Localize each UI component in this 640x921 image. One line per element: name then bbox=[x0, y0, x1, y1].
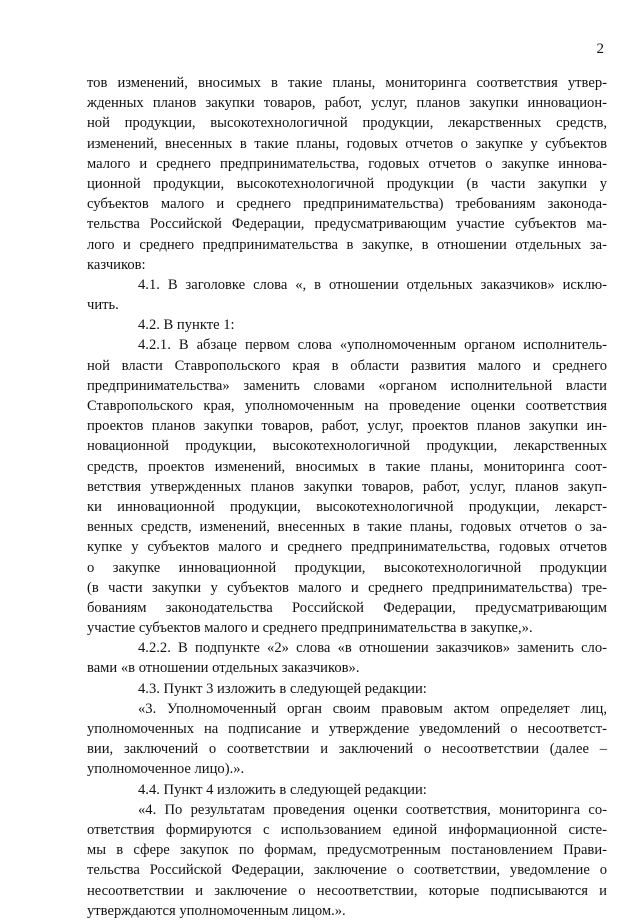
text-line: ки инновационной продукции, высокотехнологичной продукции, лекарст- bbox=[87, 498, 607, 515]
text-line: предпринимательства» заменить словами «органом исполнительной власти bbox=[87, 377, 607, 394]
text-line: 4.4. Пункт 4 изложить в следующей редакции: bbox=[138, 781, 427, 798]
text-line: 4.2.1. В абзаце первом слова «уполномоченным органом исполнитель- bbox=[138, 337, 607, 354]
text-line: тельства Российской Федерации, предусматривающим участие субъектов ма- bbox=[87, 216, 607, 233]
text-line: (в части закупки у субъектов малого и среднего предпринимательства) тре- bbox=[87, 579, 607, 596]
text-line: 4.2.2. В подпункте «2» слова «в отношении заказчиков» заменить сло- bbox=[138, 640, 607, 657]
text-line: казчиков: bbox=[87, 256, 146, 273]
text-line: купке у субъектов малого и среднего предпринимательства, годовых отчетов bbox=[87, 539, 607, 556]
text-line: ной продукции, высокотехнологичной продукции, лекарственных средств, bbox=[87, 115, 607, 132]
page-number: 2 bbox=[596, 41, 604, 57]
text-line: ционной продукции, высокотехнологичной продукции (в части закупки у bbox=[87, 175, 607, 192]
text-line: изменений, внесенных в такие планы, годовых отчетов о закупке у субъектов bbox=[87, 135, 607, 152]
text-line: 4.2. В пункте 1: bbox=[138, 317, 235, 334]
text-line: лого и среднего предпринимательства в закупке, в отношении отдельных за- bbox=[87, 236, 607, 253]
text-line: чить. bbox=[87, 297, 119, 314]
text-line: 4.3. Пункт 3 изложить в следующей редакции: bbox=[138, 680, 427, 697]
text-line: бованиям законодательства Российской Федерации, предусматривающим bbox=[87, 599, 607, 616]
text-line: участие субъектов малого и среднего предпринимательства в закупке,». bbox=[87, 620, 533, 637]
text-line: ной власти Ставропольского края в области развития малого и среднего bbox=[87, 357, 607, 374]
text-line: тов изменений, вносимых в такие планы, мониторинга соответствия утвер- bbox=[87, 75, 607, 91]
text-line: уполномоченное лицо).». bbox=[87, 761, 245, 778]
text-line: ответствия формируются с использованием единой информационной систе- bbox=[87, 821, 607, 838]
text-line: Ставропольского края, уполномоченным на проведение оценки соответствия bbox=[87, 398, 607, 414]
text-line: мы в сфере закупок по формам, предусмотренным постановлением Прави- bbox=[87, 842, 607, 859]
text-line: проектов планов закупки товаров, работ, услуг, проектов планов закупки ин- bbox=[87, 418, 607, 435]
text-line: 4.1. В заголовке слова «, в отношении отдельных заказчиков» исклю- bbox=[138, 276, 607, 293]
text-line: «4. По результатам проведения оценки соответствия, мониторинга со- bbox=[138, 801, 607, 818]
text-line: вии, заключений о соответствии и заключений о несоответствии (далее – bbox=[87, 741, 607, 758]
text-line: о закупке инновационной продукции, высокотехнологичной продукции bbox=[87, 559, 607, 576]
text-line: новационной продукции, высокотехнологичной продукции, лекарственных bbox=[87, 438, 607, 455]
text-line: «3. Уполномоченный орган своим правовым актом определяет лиц, bbox=[138, 700, 607, 717]
text-line: вами «в отношении отдельных заказчиков». bbox=[87, 660, 360, 677]
text-line: венных средств, изменений, внесенных в такие планы, годовых отчетов о за- bbox=[87, 519, 607, 536]
text-line: средств, проектов изменений, вносимых в такие планы, мониторинга соот- bbox=[87, 458, 607, 475]
text-line: уполномоченных на подписание и утверждение уведомлений о несоответст- bbox=[87, 721, 607, 737]
text-line: малого и среднего предпринимательства, годовых отчетов о закупке иннова- bbox=[87, 155, 607, 172]
text-line: тельства Российской Федерации, заключение о соответствии, уведомление о bbox=[87, 862, 607, 879]
text-line: ветствия утвержденных планов закупки товаров, работ, услуг, планов закуп- bbox=[87, 478, 607, 495]
text-line: утверждаются уполномоченным лицом.». bbox=[87, 902, 346, 919]
document-body bbox=[87, 73, 607, 921]
text-line: жденных планов закупки товаров, работ, услуг, планов закупки инновацион- bbox=[87, 95, 607, 112]
text-line: субъектов малого и среднего предпринимательства) требованиям законода- bbox=[87, 196, 607, 213]
text-line: несоответствии и заключение о несоответствии, которые подписываются и bbox=[87, 882, 607, 899]
